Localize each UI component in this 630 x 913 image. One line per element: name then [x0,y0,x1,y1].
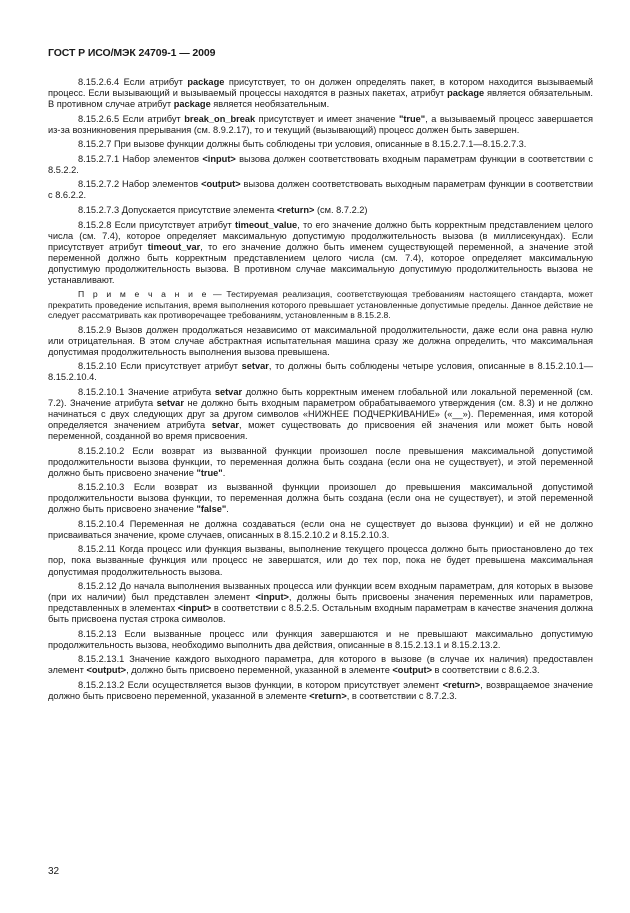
bold-term: timeout_var [147,241,201,252]
standard-header: ГОСТ Р ИСО/МЭК 24709-1 — 2009 [48,47,216,59]
bold-term: "true" [398,113,426,124]
text-run: 8.15.2.10.1 Значение атрибута [78,386,215,397]
text-run: должно быть корректным именем глобальной или локальной переменной (см. 7.2). Значение атрибута [48,386,596,408]
paragraph [48,77,596,110]
text-run: 8.15.2.6.4 Если атрибут [78,77,188,87]
paragraph [48,544,596,577]
text-run: , должно быть присвоено переменной, указанной в элементе [126,665,393,676]
bold-term: <output> [201,179,241,190]
text-run: 8.15.2.10.4 Переменная не должна создаваться (если она не существует до вызова функции) и ей не должно присваиваться значение, кроме случаев, описанных в 8.15.2.10.2 и 8.15.2.10.3. [48,518,596,540]
bold-term: "true" [196,467,223,478]
text-run: является необязательным. [210,99,330,110]
text-run: 8.15.2.10.3 Если возврат из вызванной функции произошел до превышения максимальной допустимой продолжительности вызова функции, то переменная должна быть создана (если она не существует), и этой переменной должно быть присвоено значение [48,482,596,515]
text-run: 8.15.2.12 До начала выполнения вызванных процесса или функции всем входным параметрам, для которых в вызове (при их наличии) был представлен элемент [48,581,596,603]
bold-term: setvar [156,397,184,408]
text-run: присутствует и имеет значение [255,113,399,124]
paragraph [48,361,593,383]
paragraph [48,219,596,286]
paragraph [48,205,593,216]
text-run: , должны быть присвоены значения переменных или параметров, представленных в элементах [48,592,596,614]
paragraph [48,445,596,479]
text-run: 8.15.2.10 Если присутствует атрибут [78,361,242,372]
paragraph-group-2 [48,324,596,702]
text-run: присутствует, то он должен определять пакет, в котором находится вызываемый процесс. Если вызывающий и вызываемый процессы находятся в разных пакетах, атрибут [48,77,596,99]
text-run: 8.15.2.9 Вызов должен продолжаться независимо от максимальной продолжительности, даже если она равна нулю или отрицательная. В этом случае абстрактная испытательная машина сразу же должна определить, что максимальная допустимая продолжительность выполнения вызова превышена. [48,324,596,357]
text-run: 8.15.2.13 Если вызванные процесс или функция завершаются и не превышают максимально допустимую продолжительность вызова, необходимо выполнить два действия, описанные в 8.15.2.13.1 и 8.15.2.13.2. [48,628,596,650]
paragraph [48,679,596,702]
paragraph [48,179,596,201]
paragraph [48,324,596,358]
text-run: 8.15.2.13.2 Если осуществляется вызов функции, в котором присутствует элемент [78,679,443,690]
bold-term: setvar [211,419,239,430]
text-run: является обязательным. В противном случае атрибут [48,88,596,110]
paragraph [48,386,596,442]
note-label: П р и м е ч а н и е [78,289,209,300]
bold-term: break_on_break [184,113,256,124]
paragraph-group-1 [48,77,596,286]
text-run: , возвращаемое значение должно быть присвоено переменной, указанной в элементе [48,679,596,701]
paragraph [48,518,596,541]
bold-term: timeout_value [235,219,298,230]
paragraph [48,654,596,676]
paragraph [48,628,596,651]
text-run: , может существовать до присвоения ей значения или может быть новой переменной, созданной во время присвоения. [48,419,596,441]
bold-term: <input> [202,153,236,164]
bold-term: <input> [177,603,212,614]
bold-term: <input> [255,592,289,603]
paragraph [48,113,596,136]
text-run: 8.15.2.10.2 Если возврат из вызванной функции произошел после превышения максимальной допустимой продолжительности вызова функции, то переменная должна быть создана (если она не существует), и этой переменной должно быть присвоено значение [48,445,596,478]
text-run: , а вызываемый процесс завершается из-за возникновения прерывания (см. 8.9.2.17), то и текущий (вызывающий) процесс должен быть завершен. [48,113,596,135]
text-run: , то его значение должно быть корректным представлением целого числа (см. 7.4), которое определяет максимальную допустимую продолжительность вызова (в миллисекундах). Если присутствует атрибут [48,219,596,252]
text-run: 8.15.2.8 Если присутствует атрибут [78,219,235,230]
text-run: вызова должен соответствовать выходным параметрам функции в соответствии с 8.6.2.2. [48,179,596,201]
note-paragraph [48,289,596,321]
text-run: , то должны быть соблюдены четыре условия, описанные в 8.15.2.10.1—8.15.2.10.4. [48,361,593,383]
text-run: в соответствии с 8.6.2.3. [431,665,540,676]
body-text [48,77,596,706]
bold-term: "false" [196,504,227,515]
text-run: 8.15.2.7.1 Набор элементов [78,153,203,164]
bold-term: <return> [276,204,315,215]
text-run: 8.15.2.13.1 Значение каждого выходного параметра, для которого в вызове (в случае их наличия) предоставлен элемент [48,654,596,676]
bold-term: <output> [392,665,432,676]
bold-term: package [187,77,225,87]
text-run: не должно быть входным параметром обрабатываемого утверждения (см. 8.3) и не должно начинаться с двух следующих друг за другом символов «НИЖНЕЕ ПОДЧЕРКИВАНИЕ» («__»). Переменная, имя которой определяется значением атрибута [48,397,596,430]
text-run: 8.15.2.7 При вызове функции должны быть соблюдены три условия, описанные в 8.15.2.7.1—8.15.2.7.3. [78,139,527,150]
text-run: вызова должен соответствовать входным параметрам функции в соответствии с 8.5.2.2. [48,153,596,175]
bold-term: setvar [214,386,243,397]
text-run: 8.15.2.11 Когда процесс или функция вызваны, выполнение текущего процесса должно быть приостановлено до тех пор, пока вызванные функция или процесс не завершатся, или до тех пор, пока не будет превышена максимальная допустимая продолжительность вызова. [48,544,596,577]
paragraph [48,581,596,625]
bold-term: package [447,88,485,99]
text-run: . [222,467,226,478]
bold-term: package [173,99,211,110]
text-run: , то его значение должно быть именем существующей переменной, а значение этой переменной должно быть корректным представлением целого числа (см. 7.4), которое определяет максимальную допустимую продолжительность вызова. В противном случае максимальную допустимую продолжительность вызова не устанавливают. [48,241,596,285]
text-run: . [226,504,229,515]
bold-term: <output> [86,665,127,676]
text-run: , в соответствии с 8.7.2.3. [346,690,457,701]
bold-term: <return> [442,679,481,690]
text-run: в соответствии с 8.5.2.5. Остальным входным параметрам в качестве значения должна быть присвоена пустая строка символов. [48,603,596,625]
text-run: 8.15.2.7.2 Набор элементов [78,179,202,190]
bold-term: setvar [241,361,269,372]
paragraph [48,482,596,515]
text-run: 8.15.2.6.5 Если атрибут [78,113,185,124]
text-run: (см. 8.7.2.2) [314,204,368,215]
note-text: — Тестируемая реализация, соответствующая требованиям настоящего стандарта, может прекратить проведение испытания, время выполнения которого превышает установленные допустимые пределы. Данное действие не следует рассматривать как противоречащее требованиям, установленным в 8.15.2.8. [48,289,596,321]
paragraph [48,139,593,150]
text-run: 8.15.2.7.3 Допускается присутствие элемента [78,204,277,215]
page-number: 32 [48,866,60,877]
bold-term: <return> [309,690,347,701]
paragraph [48,153,596,176]
